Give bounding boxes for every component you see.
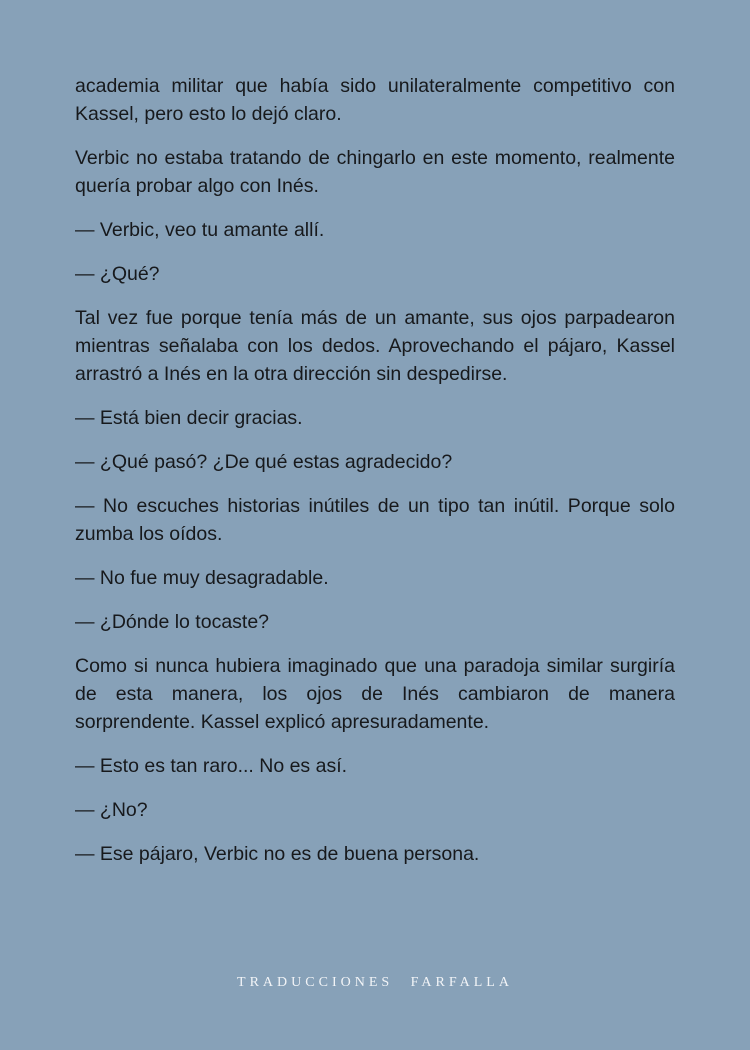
paragraph: Tal vez fue porque tenía más de un amante, sus ojos parpadearon mientras señalaba con los dedos. Aprovechando el pájaro, Kassel arrastró a Inés en la otra dirección sin despedirse. [75,307,675,385]
paragraph: Verbic no estaba tratando de chingarlo en este momento, realmente quería probar algo con Inés. [75,147,675,197]
dialogue-line: — ¿No? [75,799,148,821]
dialogue-line: — Está bien decir gracias. [75,407,303,429]
dialogue-line: — Verbic, veo tu amante allí. [75,219,325,241]
dialogue-line: — Ese pájaro, Verbic no es de buena persona. [75,843,480,865]
paragraph: Como si nunca hubiera imaginado que una paradoja similar surgiría de esta manera, los ojos de Inés cambiaron de manera sorprendente. Kassel explicó apresuradamente. [75,655,675,733]
dialogue-line: — ¿Qué pasó? ¿De qué estas agradecido? [75,451,453,473]
dialogue-line: — ¿Qué? [75,263,160,285]
dialogue-line: — Esto es tan raro... No es así. [75,755,348,777]
paragraph: academia militar que había sido unilateralmente competitivo con Kassel, pero esto lo dejó claro. [75,75,675,125]
page-body [75,72,675,884]
dialogue-line: — No escuches historias inútiles de un tipo tan inútil. Porque solo zumba los oídos. [75,495,675,545]
dialogue-line: — ¿Dónde lo tocaste? [75,611,270,633]
dialogue-line: — No fue muy desagradable. [75,567,329,589]
footer-credit: TRADUCCIONES FARFALLA [237,975,513,990]
